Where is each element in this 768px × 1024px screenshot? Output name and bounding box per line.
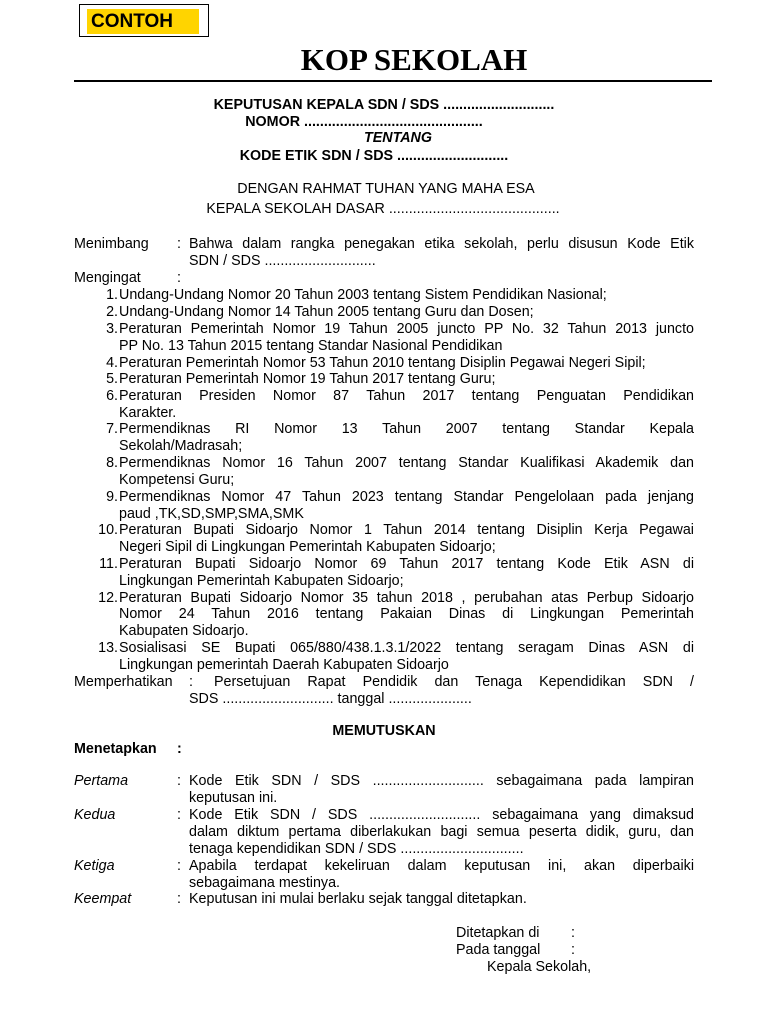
list-item-continuation: PP No. 13 Tahun 2015 tentang Standar Nasional Pendidikan [119,338,503,354]
list-item-number: 7. [106,421,118,437]
list-item-number: 13. [98,640,118,656]
menetapkan-colon: : [177,741,182,757]
decree-about: TENTANG [363,130,433,146]
list-item-number: 10. [98,522,118,538]
diktum-colon: : [177,773,181,789]
menimbang-text-line-2: SDN / SDS ............................ [189,253,376,269]
diktum-text: Keputusan ini mulai berlaku sejak tanggal ditetapkan. [189,891,527,907]
list-item-continuation: Lingkungan Pemerintah Kabupaten Sidoarjo; [119,573,404,589]
list-item-number: 3. [106,321,118,337]
sample-badge [79,4,209,37]
diktum-label: Keempat [74,891,132,907]
diktum-text: Kode Etik SDN / SDS ............................ sebagaimana pada lampiran [189,773,694,789]
menimbang-colon: : [177,236,181,252]
diktum-colon: : [177,807,181,823]
memperhatikan-text-line-2: SDS ............................ tanggal ..................... [189,691,472,707]
diktum-text-continuation: sebagaimana mestinya. [189,875,340,891]
menimbang-label: Menimbang [74,236,149,252]
list-item: Peraturan Pemerintah Nomor 19 Tahun 2017 tentang Guru; [119,371,496,387]
diktum-text-continuation: keputusan ini. [189,790,278,806]
sample-badge-label: CONTOH [87,9,199,34]
list-item-number: 12. [98,590,118,606]
memperhatikan-colon: : [189,674,193,690]
diktum-label: Ketiga [74,858,115,874]
list-item-continuation: Kabupaten Sidoarjo. [119,623,249,639]
diktum-text: Apabila terdapat kekeliruan dalam keputusan ini, akan diperbaiki [189,858,694,874]
menimbang-text-line-1: Bahwa dalam rangka penegakan etika sekolah, perlu disusun Kode Etik [189,236,694,252]
decree-title: KEPUTUSAN KEPALA SDN / SDS ............................ [213,97,555,113]
diktum-text: Kode Etik SDN / SDS ............................ sebagaimana yang dimaksud [189,807,694,823]
decree-number: NOMOR ............................................. [245,114,483,130]
list-item: Peraturan Bupati Sidoarjo Nomor 1 Tahun 2014 tentang Disiplin Kerja Pegawai [119,522,694,538]
mengingat-label: Mengingat [74,270,141,286]
signature-date-label: Pada tanggal [456,942,541,958]
list-item: Peraturan Pemerintah Nomor 19 Tahun 2005 juncto PP No. 32 Tahun 2013 juncto [119,321,694,337]
list-item: Peraturan Bupati Sidoarjo Nomor 69 Tahun 2017 tentang Kode Etik ASN di [119,556,694,572]
mengingat-colon: : [177,270,181,286]
letterhead-title: KOP SEKOLAH [300,42,528,77]
list-item-number: 4. [106,355,118,371]
diktum-colon: : [177,858,181,874]
diktum-text-continuation: dalam diktum pertama diberlakukan bagi semua peserta didik, guru, dan [189,824,694,840]
list-item-continuation: Sekolah/Madrasah; [119,438,243,454]
list-item: Undang-Undang Nomor 14 Tahun 2005 tentang Guru dan Dosen; [119,304,534,320]
list-item: Undang-Undang Nomor 20 Tahun 2003 tentang Sistem Pendidikan Nasional; [119,287,607,303]
signature-place-label: Ditetapkan di [456,925,540,941]
list-item-continuation: Lingkungan pemerintah Daerah Kabupaten Sidoarjo [119,657,449,673]
list-item-number: 11. [99,556,118,572]
diktum-label: Kedua [74,807,116,823]
memutuskan-heading: MEMUTUSKAN [332,723,436,739]
signature-date-colon: : [571,942,575,958]
diktum-colon: : [177,891,181,907]
signature-title: Kepala Sekolah, [487,959,592,975]
list-item-continuation: Karakter. [119,405,177,421]
list-item-continuation: Kompetensi Guru; [119,472,235,488]
list-item-number: 6. [106,388,118,404]
list-item-number: 2. [106,304,118,320]
list-item-number: 9. [106,489,118,505]
diktum-label: Pertama [74,773,129,789]
list-item-number: 1. [106,287,118,303]
list-item: Permendiknas RI Nomor 13 Tahun 2007 tentang Standar Kepala [119,421,694,437]
list-item: Peraturan Pemerintah Nomor 53 Tahun 2010 tentang Disiplin Pegawai Negeri Sipil; [119,355,646,371]
decree-subject: KODE ETIK SDN / SDS ............................ [239,148,509,164]
list-item-continuation: Negeri Sipil di Lingkungan Pemerintah Kabupaten Sidoarjo; [119,539,496,555]
memperhatikan-text-line-1: Persetujuan Rapat Pendidik dan Tenaga Kependidikan SDN / [214,674,694,690]
letterhead-divider [74,80,712,82]
signature-place-colon: : [571,925,575,941]
list-item-continuation: Nomor 24 Tahun 2016 tentang Pakaian Dinas di Lingkungan Pemerintah [119,606,694,622]
list-item-continuation: paud ,TK,SD,SMP,SMA,SMK [119,506,304,522]
menetapkan-label: Menetapkan [74,741,157,757]
list-item: Peraturan Bupati Sidoarjo Nomor 35 tahun 2018 , perubahan atas Perbup Sidoarjo [119,590,694,606]
memperhatikan-label: Memperhatikan [74,674,173,690]
list-item-number: 8. [106,455,118,471]
list-item: Peraturan Presiden Nomor 87 Tahun 2017 tentang Penguatan Pendidikan [119,388,694,404]
list-item-number: 5. [106,371,118,387]
list-item: Permendiknas Nomor 16 Tahun 2007 tentang Standar Kualifikasi Akademik dan [119,455,694,471]
diktum-text-continuation: tenaga kependidikan SDN / SDS ............................... [189,841,524,857]
list-item: Permendiknas Nomor 47 Tahun 2023 tentang Standar Pengelolaan pada jenjang [119,489,694,505]
invocation: DENGAN RAHMAT TUHAN YANG MAHA ESA [237,181,535,197]
issuer: KEPALA SEKOLAH DASAR ........................................... [206,201,560,217]
list-item: Sosialisasi SE Bupati 065/880/438.1.3.1/2022 tentang seragam Dinas ASN di [119,640,694,656]
